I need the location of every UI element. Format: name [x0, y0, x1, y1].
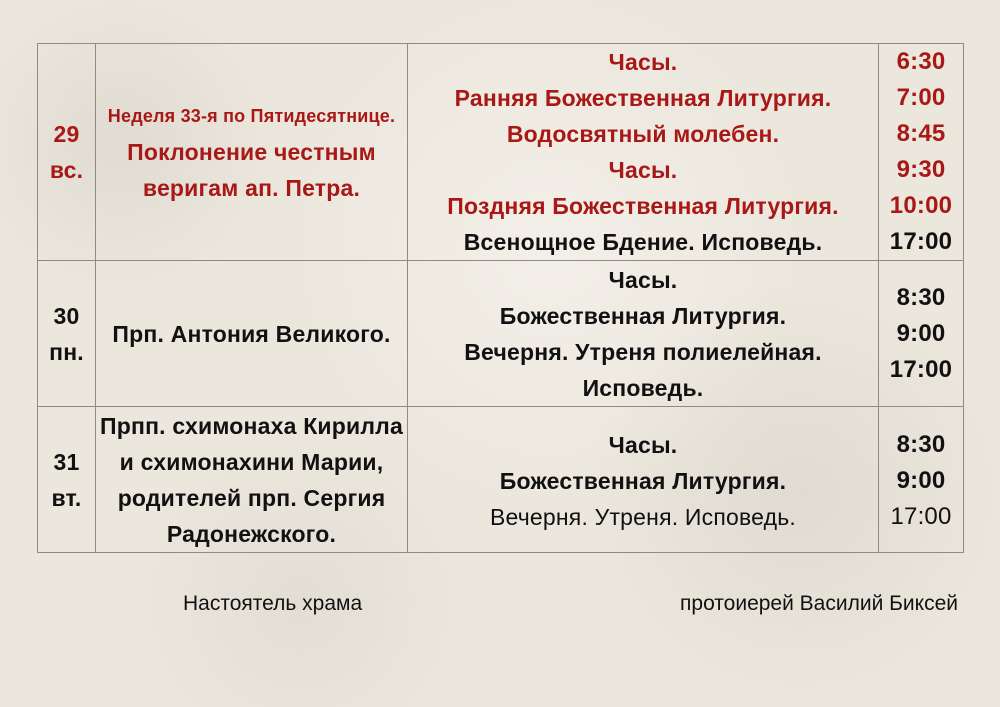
feast-line: родителей прп. Сергия [117, 484, 386, 511]
service-time: 17:00 [890, 502, 952, 530]
service-line: Ранняя Божественная Литургия. [454, 85, 832, 111]
service-time: 17:00 [889, 355, 953, 383]
date-cell [38, 44, 96, 261]
service-line: Часы. [608, 431, 678, 458]
feast-line: Поклонение честным [127, 139, 376, 165]
feast-line: Прп. Антония Великого. [112, 320, 391, 347]
feast-line: Прпп. схимонаха Кирилла [100, 412, 403, 439]
feast-line: и схимонахини Марии, [119, 448, 384, 475]
date-cell [38, 261, 96, 407]
service-line: Вечерня. Утреня полиелейная. [464, 338, 822, 365]
schedule-row [38, 44, 964, 261]
service-line: Божественная Литургия. [499, 302, 787, 329]
feast-line: Неделя 33-я по Пятидесятнице. [107, 106, 396, 126]
service-line: Божественная Литургия. [499, 467, 787, 494]
day-number: 30 [53, 302, 80, 329]
schedule-table [37, 43, 964, 553]
service-time: 10:00 [889, 192, 953, 219]
day-number: 31 [53, 448, 80, 475]
times-cell [879, 407, 964, 553]
weekday: вс. [49, 157, 84, 183]
feast-cell [96, 261, 408, 407]
service-time: 9:00 [896, 466, 946, 494]
service-line: Часы. [608, 266, 678, 293]
service-line: Часы. [608, 49, 678, 75]
services-cell [408, 44, 879, 261]
footer-rector-name: протоиерей Василий Биксей [680, 592, 958, 615]
services-cell [408, 407, 879, 553]
feast-line: веригам ап. Петра. [142, 175, 361, 201]
service-line: Водосвятный молебен. [506, 121, 780, 147]
date-cell [38, 407, 96, 553]
service-time: 6:30 [896, 48, 946, 75]
service-time: 7:00 [896, 84, 946, 111]
service-line: Всенощное Бдение. Исповедь. [463, 229, 823, 255]
service-line: Исповедь. [582, 374, 704, 401]
service-time: 8:30 [896, 283, 946, 311]
times-cell [879, 44, 964, 261]
day-number: 29 [53, 121, 80, 147]
service-time: 8:30 [896, 430, 946, 458]
schedule-row [38, 407, 964, 553]
service-time: 8:45 [896, 120, 946, 147]
feast-line: Радонежского. [166, 520, 337, 547]
service-time: 17:00 [889, 228, 953, 255]
footer-rector-title: Настоятель храма [183, 592, 363, 615]
services-cell [408, 261, 879, 407]
service-line: Часы. [608, 157, 678, 183]
times-cell [879, 261, 964, 407]
weekday: вт. [51, 484, 82, 511]
schedule-row [38, 261, 964, 407]
feast-cell [96, 44, 408, 261]
service-time: 9:00 [896, 319, 946, 347]
service-time: 9:30 [896, 156, 946, 183]
weekday: пн. [49, 338, 84, 365]
service-line: Вечерня. Утреня. Исповедь. [489, 503, 797, 530]
service-line: Поздняя Божественная Литургия. [447, 193, 839, 219]
feast-cell [96, 407, 408, 553]
